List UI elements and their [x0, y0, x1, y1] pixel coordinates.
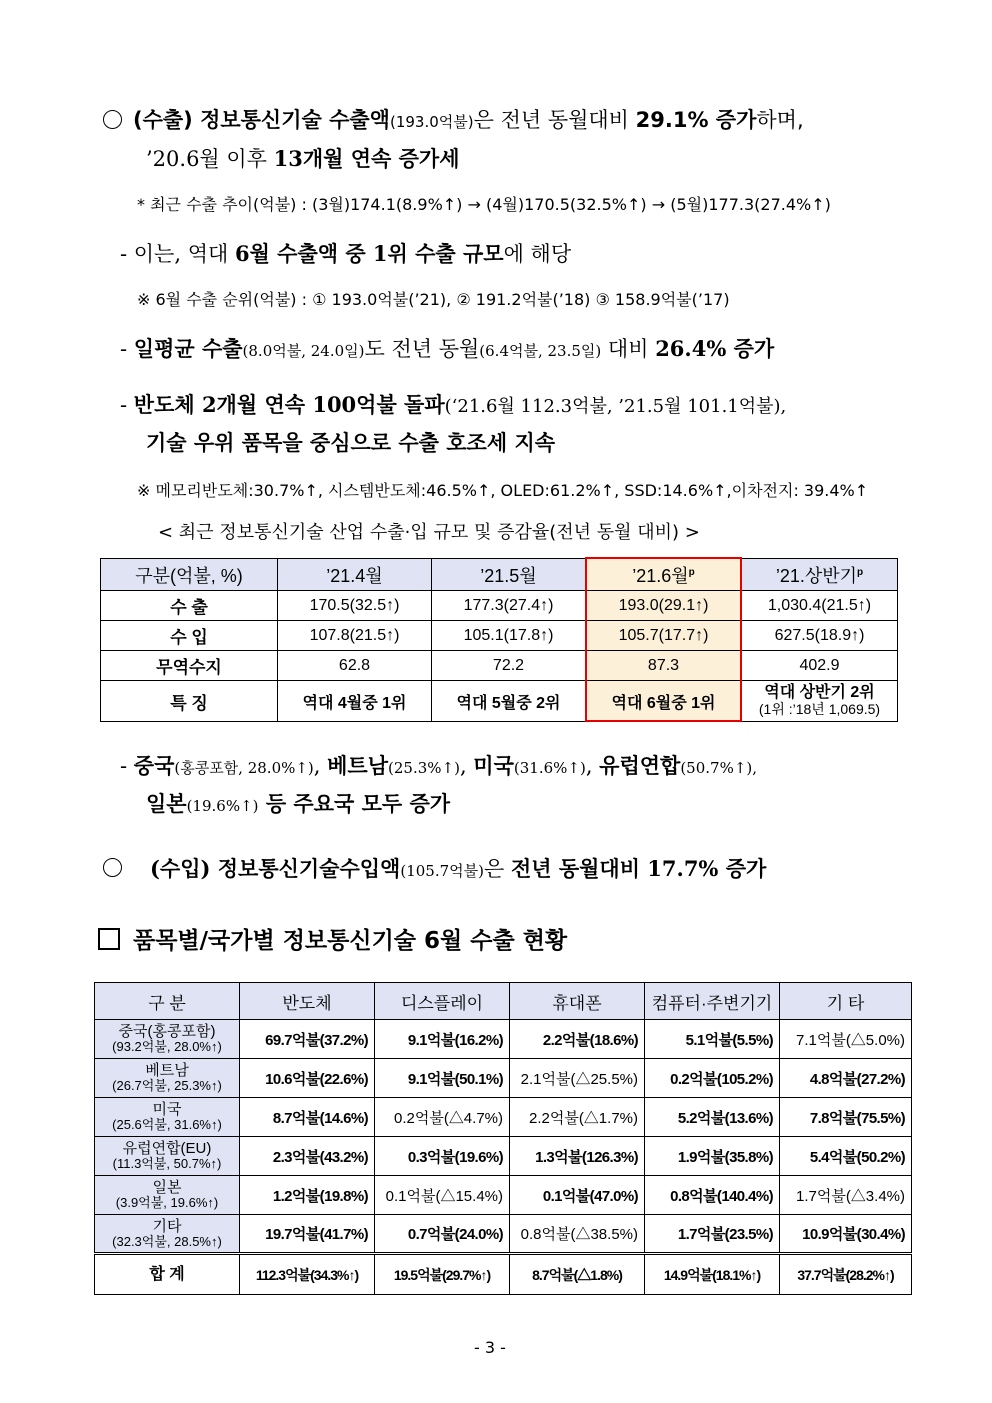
table-cell: 1.3억불(126.3%) — [510, 1137, 645, 1176]
country-sep: , — [313, 754, 328, 778]
export-trend-note: * 최근 수출 추이(억불) : (3월)174.1(8.9%↑) → (4월)170.5(32.5%↑) → (5월)177.3(27.4%↑) — [137, 195, 831, 214]
country-sub: (93.2억불, 28.0%↑) — [112, 1039, 222, 1054]
table-cell: 10.9억불(30.4%) — [780, 1215, 912, 1254]
table-cell: 72.2 — [432, 651, 586, 681]
daily-previous: (6.4억불, 23.5일) — [479, 342, 602, 360]
table2-header-computer: 컴퓨터·주변기기 — [645, 983, 780, 1020]
table-row — [101, 651, 898, 681]
table-cell: 105.1(17.8↑) — [432, 621, 586, 651]
table1-header-jun-sup: p — [688, 566, 695, 578]
semiconductor-line — [120, 389, 786, 419]
export-by-item-country-table — [94, 982, 912, 1295]
country-sub: (32.3억불, 28.5%↑) — [112, 1233, 222, 1249]
country-china-detail: (홍콩포함, 28.0%↑) — [174, 759, 314, 777]
row-label-import: 수 입 — [101, 621, 278, 651]
country-japan: 일본 — [146, 791, 187, 816]
semi-detail: (‘21.6월 112.3억불, ’21.5월 101.1억불), — [444, 396, 787, 417]
row-label-total: 합 계 — [95, 1254, 240, 1295]
import-label: (수입) 정보통신기술수입액 — [150, 856, 401, 881]
row-label-export: 수 출 — [101, 591, 278, 621]
table-total-row — [95, 1254, 912, 1295]
table-row — [101, 591, 898, 621]
table-cell: 0.7억불(24.0%) — [375, 1215, 510, 1254]
table-cell — [742, 681, 898, 722]
table-cell: 역대 6월중 1위 — [586, 681, 742, 722]
table-cell: 177.3(27.4↑) — [432, 591, 586, 621]
country-line — [120, 750, 757, 780]
country-name: 베트남 — [145, 1062, 189, 1079]
page-number: - 3 - — [474, 1338, 506, 1357]
table-cell: 62.8 — [278, 651, 432, 681]
country-sep: , — [459, 754, 474, 778]
export-amount: (193.0억불) — [389, 113, 474, 131]
table-cell: 107.8(21.5↑) — [278, 621, 432, 651]
table-cell: 402.9 — [742, 651, 898, 681]
table1-header-h1-sup: p — [857, 566, 864, 578]
table-cell: 1,030.4(21.5↑) — [742, 591, 898, 621]
table2-header-semiconductor: 반도체 — [240, 983, 375, 1020]
table-cell: 2.3억불(43.2%) — [240, 1137, 375, 1176]
table-cell: 9.1억불(50.1%) — [375, 1059, 510, 1098]
country-sub: (25.6억불, 31.6%↑) — [112, 1117, 222, 1132]
rank-prefix: - 이는, 역대 — [120, 242, 235, 266]
semiconductor-note: ※ 메모리반도체:30.7%↑, 시스템반도체:46.5%↑, OLED:61.2%↑, SSD:14.6%↑,이차전지: 39.4%↑ — [137, 481, 869, 500]
daily-text: 도 전년 동월 — [364, 337, 480, 361]
table-cell: 112.3억불(34.3%↑) — [240, 1254, 375, 1295]
table-cell: 19.5억불(29.7%↑) — [375, 1254, 510, 1295]
export-text-end: 하며, — [756, 108, 804, 132]
daily-average-line — [120, 333, 774, 363]
table2-header-other: 기 타 — [780, 983, 912, 1020]
import-amount: (105.7억불) — [400, 862, 484, 880]
table-cell: 0.1억불(△15.4%) — [375, 1176, 510, 1215]
table-cell: 0.2억불(△4.7%) — [375, 1098, 510, 1137]
table-row — [101, 621, 898, 651]
h1-feature-sub: (1위 :’18년 1,069.5) — [758, 701, 881, 717]
row-label-vietnam — [95, 1059, 240, 1098]
export-headline-label: (수출) 정보통신기술 수출액 — [133, 108, 390, 132]
table-cell: 8.7억불(14.6%) — [240, 1098, 375, 1137]
export-streak: 13개월 연속 증가세 — [273, 146, 460, 171]
table1-header-apr: ’21.4월 — [278, 559, 432, 591]
row-label-other — [95, 1215, 240, 1254]
table-cell: 0.1억불(47.0%) — [510, 1176, 645, 1215]
table-cell: 4.8억불(27.2%) — [780, 1059, 912, 1098]
rank-note: ※ 6월 수출 순위(억불) : ① 193.0억불(’21), ② 191.2억불(’18) ③ 158.9억불(’17) — [137, 290, 730, 309]
table-cell: 170.5(32.5↑) — [278, 591, 432, 621]
table-row — [95, 1215, 912, 1254]
table2-header-category: 구 분 — [95, 983, 240, 1020]
table1-header-jun — [586, 559, 742, 591]
country-sep: , — [585, 754, 600, 778]
table-cell: 0.2억불(105.2%) — [645, 1059, 780, 1098]
country-name: 유럽연합(EU) — [122, 1140, 212, 1157]
table-cell: 7.1억불(△5.0%) — [780, 1020, 912, 1059]
table-cell: 105.7(17.7↑) — [586, 621, 742, 651]
semiconductor-line2: 기술 우위 품목을 중심으로 수출 호조세 지속 — [146, 430, 556, 455]
recent-ict-trade-table — [100, 558, 898, 722]
table-cell: 1.7억불(23.5%) — [645, 1215, 780, 1254]
table1-caption: < 최근 정보통신기술 산업 수출·입 규모 및 증감율(전년 동월 대비) > — [158, 522, 700, 543]
country-sub: (11.3억불, 50.7%↑) — [112, 1156, 222, 1171]
country-eu: 유럽연합 — [599, 753, 681, 778]
table-cell: 10.6억불(22.6%) — [240, 1059, 375, 1098]
table-cell: 87.3 — [586, 651, 742, 681]
table-cell: 5.4억불(50.2%) — [780, 1137, 912, 1176]
table-row — [95, 1137, 912, 1176]
table-cell: 2.1억불(△25.5%) — [510, 1059, 645, 1098]
country-japan-detail: (19.6%↑) — [186, 797, 259, 815]
table-cell: 14.9억불(18.1%↑) — [645, 1254, 780, 1295]
import-text: 은 — [483, 857, 511, 881]
h1-feature-main: 역대 상반기 2위 — [764, 684, 875, 701]
table-cell: 19.7억불(41.7%) — [240, 1215, 375, 1254]
table-row — [101, 681, 898, 722]
daily-current: (8.0억불, 24.0일) — [242, 342, 365, 360]
country-sub: (3.9억불, 19.6%↑) — [115, 1195, 219, 1210]
country-summary: 등 주요국 모두 증가 — [258, 791, 451, 816]
table-cell: 2.2억불(18.6%) — [510, 1020, 645, 1059]
country-china: 중국 — [133, 753, 175, 778]
row-label-us — [95, 1098, 240, 1137]
table-cell: 5.1억불(5.5%) — [645, 1020, 780, 1059]
country-name: 중국(홍콩포함) — [118, 1023, 216, 1040]
table-cell: 1.9억불(35.8%) — [645, 1137, 780, 1176]
rank-line — [120, 238, 571, 268]
row-label-eu — [95, 1137, 240, 1176]
rank-suffix: 에 해당 — [503, 242, 572, 266]
table-cell: 7.8억불(75.5%) — [780, 1098, 912, 1137]
table1-header-may: ’21.5월 — [432, 559, 586, 591]
daily-label: 일평균 수출 — [133, 336, 243, 361]
row-label-china — [95, 1020, 240, 1059]
import-headline — [150, 853, 766, 883]
table1-header-label: 구분(억불, %) — [101, 559, 278, 591]
table-cell: 8.7억불(△1.8%) — [510, 1254, 645, 1295]
table-cell: 37.7억불(28.2%↑) — [780, 1254, 912, 1295]
table-cell: 9.1억불(16.2%) — [375, 1020, 510, 1059]
country-us: 미국 — [473, 753, 514, 778]
country-dash: - — [120, 754, 134, 778]
table-cell: 1.2억불(19.8%) — [240, 1176, 375, 1215]
table-row — [95, 1098, 912, 1137]
country-vietnam-detail: (25.3%↑) — [388, 759, 460, 777]
table-row — [95, 1176, 912, 1215]
table1-header-h1 — [742, 559, 898, 591]
bullet-circle-icon — [103, 858, 122, 877]
semi-highlight: 반도체 2개월 연속 100억불 돌파 — [133, 392, 445, 417]
section-checkbox-icon — [98, 928, 120, 950]
row-label-feature: 특 징 — [101, 681, 278, 722]
table-cell: 69.7억불(37.2%) — [240, 1020, 375, 1059]
row-label-japan — [95, 1176, 240, 1215]
table-cell: 193.0(29.1↑) — [586, 591, 742, 621]
table-cell: 역대 5월중 2위 — [432, 681, 586, 722]
table1-header-h1-text: ’21.상반기 — [775, 565, 858, 586]
country-name: 기타 — [152, 1217, 182, 1235]
table2-header-phone: 휴대폰 — [510, 983, 645, 1020]
table-row — [95, 1020, 912, 1059]
table-row — [95, 1059, 912, 1098]
semi-dash: - — [120, 393, 134, 417]
table-cell: 5.2억불(13.6%) — [645, 1098, 780, 1137]
table-cell: 0.8억불(140.4%) — [645, 1176, 780, 1215]
row-label-balance: 무역수지 — [101, 651, 278, 681]
export-headline — [133, 104, 804, 134]
daily-growth: 26.4% 증가 — [655, 336, 775, 361]
country-name: 일본 — [152, 1179, 182, 1196]
table-cell: 2.2억불(△1.7%) — [510, 1098, 645, 1137]
country-eu-detail: (50.7%↑), — [680, 759, 758, 777]
export-since: ’20.6월 이후 — [146, 147, 274, 171]
rank-highlight: 6월 수출액 중 1위 수출 규모 — [234, 241, 504, 266]
daily-compare: 대비 — [601, 337, 656, 361]
table-cell: 627.5(18.9↑) — [742, 621, 898, 651]
export-growth: 29.1% 증가 — [635, 108, 757, 132]
country-vietnam: 베트남 — [327, 753, 388, 778]
country-line2 — [146, 788, 450, 818]
country-name: 미국 — [152, 1101, 182, 1118]
table-cell: 역대 4월중 1위 — [278, 681, 432, 722]
table-cell: 0.3억불(19.6%) — [375, 1137, 510, 1176]
table1-header-jun-text: ’21.6월 — [632, 565, 689, 586]
country-us-detail: (31.6%↑) — [513, 759, 586, 777]
export-text: 은 전년 동월대비 — [473, 108, 636, 132]
table-cell: 1.7억불(△3.4%) — [780, 1176, 912, 1215]
table2-header-display: 디스플레이 — [375, 983, 510, 1020]
daily-dash: - — [120, 337, 134, 361]
country-sub: (26.7억불, 25.3%↑) — [112, 1078, 222, 1093]
import-growth: 전년 동월대비 17.7% 증가 — [510, 856, 767, 881]
table-cell: 0.8억불(△38.5%) — [510, 1215, 645, 1254]
section-title: 품목별/국가별 정보통신기술 6월 수출 현황 — [133, 928, 568, 954]
bullet-circle-icon — [103, 110, 122, 129]
export-headline-line2 — [146, 143, 460, 173]
